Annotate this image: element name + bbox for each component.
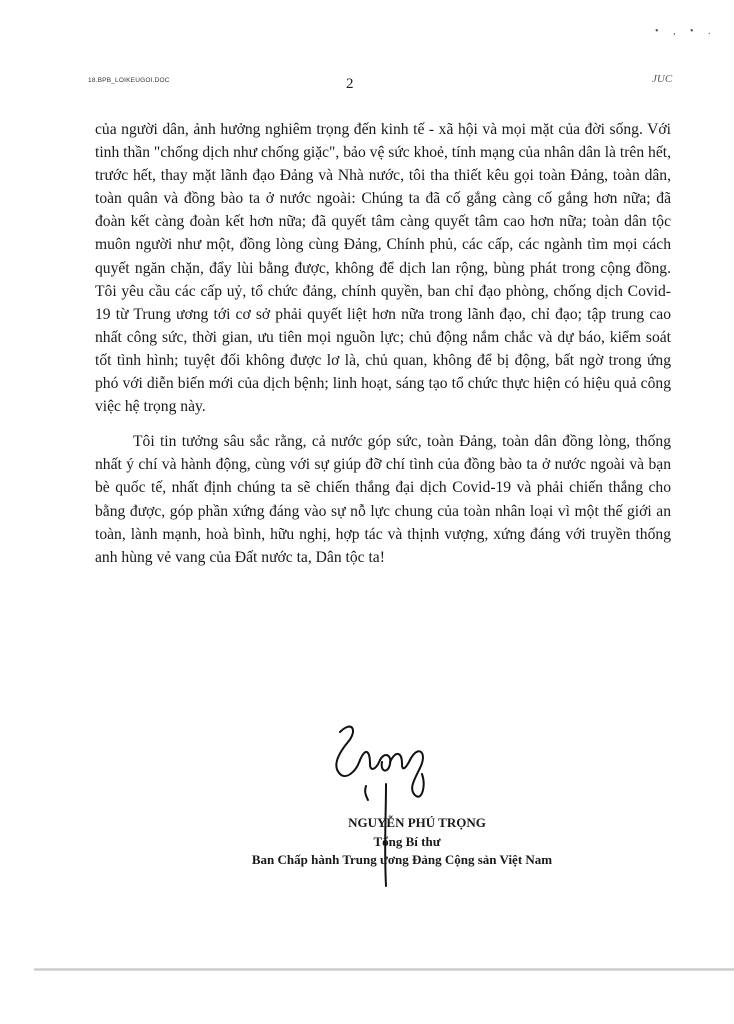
document-filename: 18.BPB_LOIKEUGOI.DOC [88,77,170,84]
handwritten-corner-note: JUC [652,73,673,85]
scan-edge-line [34,968,734,971]
signer-title: Tổng Bí thư [373,833,441,849]
body-paragraph-2: Tôi tin tưởng sâu sắc rằng, cả nước góp sức, toàn Đảng, toàn dân đồng lòng, thống nhất ý chí và hành động, cùng với sự giúp đỡ chí tình của đồng bào ta ở nước ngoài và bạn bè quốc tế, nhất định chúng ta sẽ chiến thắng đại dịch Covid-19 và phải chiến thắng cho bằng được, góp phần xứng đáng vào sự nỗ lực chung của toàn nhân loại vì một thế giới an toàn, lành mạnh, hoà bình, hữu nghị, hợp tác và thịnh vượng, xứng đáng với truyền thống anh hùng vẻ vang của Đất nước ta, Dân tộc ta! [95,433,671,566]
signer-name: NGUYỄN PHÚ TRỌNG [348,815,486,830]
signer-organization: Ban Chấp hành Trung ương Đảng Cộng sản Việt Nam [251,852,553,867]
signer-block [0,814,734,870]
page-number: 2 [346,76,354,92]
body-paragraph-1: của người dân, ảnh hưởng nghiêm trọng đến kinh tế - xã hội và mọi mặt của đời sống. Với tinh thần "chống dịch như chống giặc", bảo vệ sức khoẻ, tính mạng của nhân dân là trên hết, trước hết, thay mặt lãnh đạo Đảng và Nhà nước, tôi tha thiết kêu gọi toàn Đảng, toàn dân, toàn quân và đồng bào ta ở nước ngoài: Chúng ta đã cố gắng càng cố gắng hơn nữa; đã đoàn kết càng đoàn kết hơn nữa; đã quyết tâm càng quyết tâm cao hơn nữa; toàn dân tộc muôn người như một, đồng lòng cùng Đảng, Chính phủ, các cấp, các ngành tìm mọi cách quyết ngăn chặn, đẩy lùi bằng được, không để dịch lan rộng, bùng phát trong cộng đồng. Tôi yêu cầu các cấp uỷ, tổ chức đảng, chính quyền, ban chỉ đạo phòng, chống dịch Covid-19 từ Trung ương tới cơ sở phải quyết liệt hơn nữa trong lãnh đạo, chỉ đạo; tập trung cao nhất công sức, thời gian, ưu tiên mọi nguồn lực; chủ động nắm chắc và dự báo, kiểm soát tốt tình hình; tuyệt đối không được lơ là, chủ quan, không để bị động, bất ngờ trong ứng phó với diễn biến mới của dịch bệnh; linh hoạt, sáng tạo tổ chức thực hiện có hiệu quả công việc hệ trọng này. [95,121,671,416]
letter-body [95,118,671,569]
scan-marks: • , • . [655,26,717,37]
